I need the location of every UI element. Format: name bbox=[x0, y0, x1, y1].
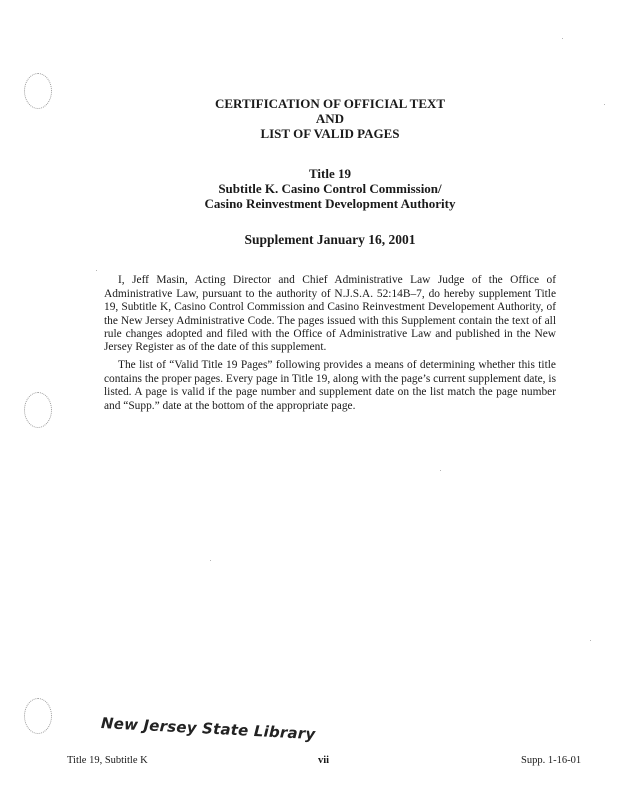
punch-hole-middle bbox=[24, 392, 52, 428]
supplement-date: Supplement January 16, 2001 bbox=[244, 232, 416, 247]
footer-supplement: Supp. 1-16-01 bbox=[521, 755, 582, 766]
certification-line-2: AND bbox=[315, 111, 345, 126]
scan-speck bbox=[604, 104, 605, 105]
certification-paragraph: I, Jeff Masin, Acting Director and Chief Administrative Law Judge of the Office of Administrative Law, pursuant to the authority of N.J.S.A. 52:14B–7, do hereby supplement Title 19, Subtitle K, Casino Control Commission and Casino Reinvestment Developement Authority, of the New Jersey Administrative Code. The pages issued with this Supplement contain the text of all rule changes adopted and filed with the Office of Administrative Law and published in the New Jersey Register as of the date of this supplement. bbox=[104, 274, 556, 354]
footer-page-number: vii bbox=[318, 755, 330, 766]
title-line-1: Title 19 bbox=[308, 166, 351, 181]
certification-line-3: LIST OF VALID PAGES bbox=[260, 126, 400, 141]
valid-pages-paragraph: The list of “Valid Title 19 Pages” following provides a means of determining whether this title contains the proper pages. Every page in Title 19, along with the page’s current supplement date, is listed. A page is valid if the page number and supplement date on the list match the page number and “Supp.” date at the bottom of the appropriate page. bbox=[104, 359, 556, 412]
scan-speck bbox=[590, 640, 591, 641]
certification-heading bbox=[0, 96, 626, 141]
scan-speck bbox=[440, 470, 441, 471]
scan-speck bbox=[562, 38, 563, 39]
scan-speck bbox=[96, 270, 97, 271]
title-line-2: Subtitle K. Casino Control Commission/ bbox=[218, 181, 442, 196]
title-line-3: Casino Reinvestment Development Authority bbox=[204, 196, 456, 211]
punch-hole-bottom bbox=[24, 698, 52, 734]
scan-speck bbox=[210, 560, 211, 561]
certification-line-1: CERTIFICATION OF OFFICIAL TEXT bbox=[214, 96, 446, 111]
title-heading bbox=[0, 166, 626, 211]
footer-title: Title 19, Subtitle K bbox=[67, 755, 148, 766]
library-stamp: New Jersey State Library bbox=[100, 714, 316, 744]
